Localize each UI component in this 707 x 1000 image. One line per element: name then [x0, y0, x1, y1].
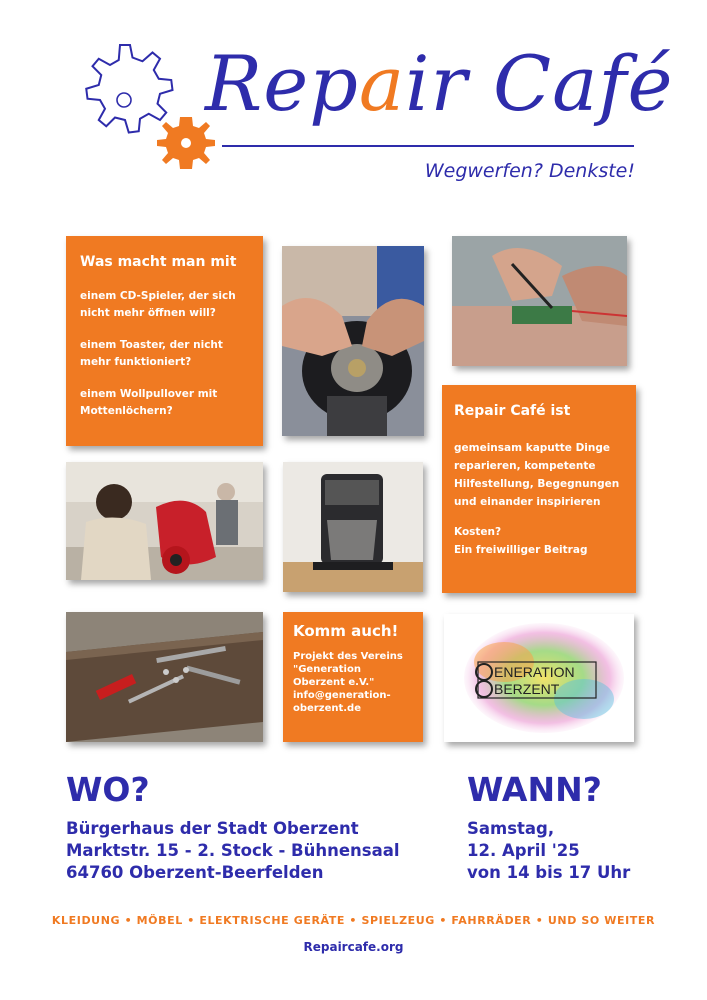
website-link[interactable]: Repaircafe.org — [303, 940, 404, 954]
comeon-body: Projekt des Vereins "Generation Oberzent e.V." info@generation-oberzent.de — [293, 651, 403, 714]
title-divider — [222, 145, 634, 147]
when-details — [467, 818, 667, 884]
gear-logo — [62, 38, 222, 178]
where-heading: WO? — [66, 770, 150, 809]
question-item: einem CD-Spieler, der sich nicht mehr öffnen will? — [80, 290, 236, 319]
about-tile — [442, 385, 636, 593]
comeon-heading: Komm auch! — [293, 622, 399, 640]
about-cost — [454, 523, 624, 559]
categories-list: KLEIDUNG • MÖBEL • ELEKTRISCHE GERÄTE • SPIELZEUG • FAHRRÄDER • UND SO WEITER — [51, 914, 656, 927]
date-line: 12. April '25 — [467, 841, 580, 860]
photo-cd-player-repair — [282, 246, 424, 436]
about-body: gemeinsam kaputte Dinge reparieren, kompetente Hilfestellung, Begegnungen und einander inspirieren — [454, 442, 620, 508]
slogan: Wegwerfen? Denkste! — [424, 160, 635, 182]
date-line: Samstag, — [467, 819, 555, 838]
gear-icon — [86, 45, 172, 133]
address-line: Bürgerhaus der Stadt Oberzent — [66, 819, 359, 838]
date-line: von 14 bis 17 Uhr — [467, 863, 631, 882]
generation-oberzent-logo — [444, 614, 634, 742]
question-item: einem Toaster, der nicht mehr funktioniert? — [80, 339, 223, 368]
address-line: Marktstr. 15 - 2. Stock - Bühnensaal — [66, 841, 400, 860]
question-tile — [66, 236, 263, 446]
question-item: einem Wollpullover mit Mottenlöchern? — [80, 388, 218, 417]
about-heading: Repair Café ist — [454, 403, 571, 419]
where-address — [66, 818, 426, 884]
cost-answer: Ein freiwilliger Beitrag — [454, 544, 588, 556]
when-heading: WANN? — [467, 770, 602, 809]
question-heading: Was macht man mit — [80, 254, 237, 270]
comeon-tile — [283, 612, 423, 742]
page-title: Repair Café — [205, 39, 674, 128]
logo-line1: ENERATION — [494, 664, 575, 680]
photo-soldering — [452, 236, 627, 366]
photo-tools — [66, 612, 263, 742]
photo-coffee-machine — [283, 462, 423, 592]
cost-question: Kosten? — [454, 526, 502, 538]
logo-line2: BERZENT — [494, 681, 560, 697]
address-line: 64760 Oberzent-Beerfelden — [66, 863, 324, 882]
photo-vacuum-repair — [66, 462, 263, 580]
